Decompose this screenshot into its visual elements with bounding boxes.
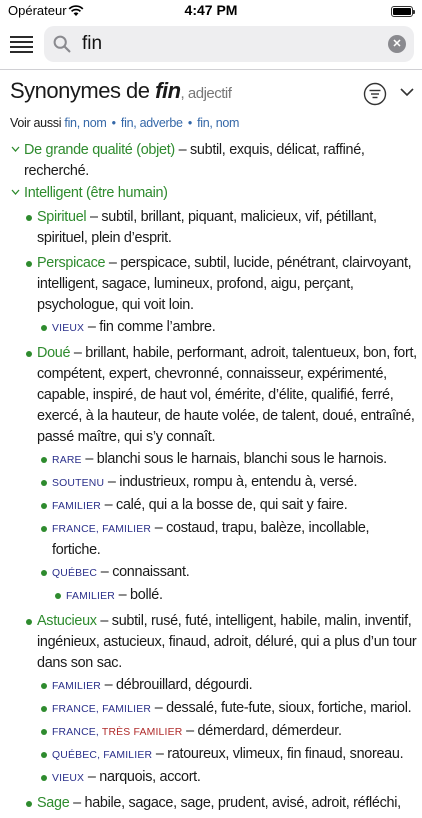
search-input[interactable]: fin — [82, 33, 103, 54]
sense-intelligent[interactable] — [10, 183, 420, 204]
register-item — [10, 721, 420, 743]
entry-sage — [10, 793, 420, 814]
sense-label: De grande qualité (objet) — [24, 142, 175, 158]
register-tag: QUÉBEC, FAMILIER — [52, 750, 153, 761]
register-item — [10, 518, 420, 561]
register-item — [10, 317, 420, 339]
register-item — [10, 495, 420, 517]
see-also-link-fin-nom-2[interactable]: fin, nom — [197, 116, 240, 130]
entry-synonyms: – brillant, habile, performant, adroit, talentueux, bon, fort, compétent, expert, chevronné, connaisseur, expérimenté, capable, inspiré, de haut vol, émérite, d’élite, qualifié, ferré, exercé, à la hauteur, de haute volée, de talent, doué, entraîné, passé maître, qui s’y connaît. — [37, 345, 417, 445]
register-tag-strong: TRÈS FAMILIER — [101, 727, 183, 738]
filter-icon[interactable] — [363, 82, 387, 106]
entry-head[interactable]: Doué — [37, 345, 71, 361]
register-tag: RARE — [52, 455, 82, 466]
entry-head[interactable]: Spirituel — [37, 209, 87, 225]
see-also-link-fin-adverbe[interactable]: fin, adverbe — [120, 116, 183, 130]
title-prefix: Synonymes de — [10, 78, 150, 103]
entry-synonyms: – subtil, brillant, piquant, malicieux, vif, pétillant, spirituel, plein d’esprit. — [37, 209, 377, 246]
search-row — [0, 26, 422, 64]
title-row — [10, 78, 422, 112]
register-synonyms: – connaissant. — [100, 564, 190, 580]
sense-grande-qualite[interactable] — [10, 140, 420, 182]
register-tag: FAMILIER — [52, 681, 101, 692]
chevron-down-icon — [11, 189, 20, 195]
register-tag: QUÉBEC — [52, 568, 98, 579]
sub-sense-list — [10, 207, 420, 814]
register-item — [10, 472, 420, 494]
register-synonyms: – dessalé, fute-fute, sioux, fortiche, mariol. — [154, 700, 412, 716]
register-synonyms: – démerdard, démerdeur. — [186, 723, 342, 739]
register-synonyms: – ratoureux, vlimeux, fin finaud, snoreau. — [155, 746, 404, 762]
sense-label: Intelligent (être humain) — [24, 185, 168, 201]
register-item — [10, 698, 420, 720]
separator-dot: • — [187, 116, 192, 130]
register-synonyms: – blanchi sous le harnais, blanchi sous le harnois. — [85, 451, 387, 467]
see-also-link-fin-nom[interactable]: fin, nom — [64, 116, 107, 130]
menu-icon[interactable] — [10, 36, 33, 54]
register-item — [10, 744, 420, 766]
chevron-down-icon[interactable] — [399, 86, 415, 98]
register-synonyms: – narquois, accort. — [87, 769, 201, 785]
register-synonyms: – débrouillard, dégourdi. — [104, 677, 253, 693]
entry-synonyms: – habile, sagace, sage, prudent, avisé, adroit, réfléchi, — [73, 795, 401, 811]
separator-dot: • — [111, 116, 116, 130]
see-also-label: Voir aussi — [10, 116, 62, 130]
register-synonyms: – calé, qui a la bosse de, qui sait y faire. — [104, 497, 348, 513]
header-divider — [0, 69, 422, 70]
entry-doue — [10, 343, 420, 607]
title-word: fin — [155, 78, 181, 103]
register-tag: FRANCE, FAMILIER — [52, 704, 152, 715]
register-item — [10, 675, 420, 697]
register-tag: VIEUX — [52, 773, 85, 784]
carrier-label: Opérateur — [8, 3, 67, 18]
entry-head[interactable]: Astucieux — [37, 613, 97, 629]
synonyms-content — [10, 113, 420, 818]
status-bar — [0, 0, 422, 22]
page-title — [10, 78, 231, 104]
clear-icon[interactable]: ✕ — [388, 35, 406, 53]
register-synonyms: – industrieux, rompu à, entendu à, versé. — [107, 474, 358, 490]
register-synonyms: – fin comme l’ambre. — [87, 319, 216, 335]
entry-synonyms: – subtil, rusé, futé, intelligent, habile, malin, inventif, ingénieux, astucieux, finaud, adroit, déluré, qui a plus d’un tour dans son sac. — [37, 613, 417, 671]
title-part-of-speech: , adjectif — [180, 85, 232, 102]
entry-head[interactable]: Sage — [37, 795, 70, 811]
sense-synonyms: – subtil, exquis, délicat, raffiné, recherché. — [24, 142, 365, 179]
entry-perspicace — [10, 253, 420, 339]
chevron-down-icon — [11, 146, 20, 152]
register-tag: FRANCE, — [52, 727, 102, 738]
register-synonyms: – costaud, trapu, balèze, incollable, fortiche. — [52, 520, 370, 558]
search-icon — [53, 35, 71, 53]
entry-head[interactable]: Perspicace — [37, 255, 106, 271]
register-item — [10, 767, 420, 789]
register-tag: SOUTENU — [52, 478, 105, 489]
register-tag: FRANCE, FAMILIER — [52, 524, 152, 535]
see-also — [10, 113, 420, 134]
register-synonyms: – bollé. — [118, 587, 163, 603]
entry-synonyms: – perspicace, subtil, lucide, pénétrant, clairvoyant, intelligent, sagace, lumineux, profond, aigu, perçant, psychologue, qui voit loin. — [37, 255, 412, 313]
register-tag: FAMILIER — [52, 501, 101, 512]
register-item — [10, 585, 420, 607]
register-tag: FAMILIER — [66, 591, 115, 602]
register-item — [10, 449, 420, 471]
search-field[interactable] — [44, 26, 414, 62]
battery-icon — [391, 6, 413, 17]
register-tag: VIEUX — [52, 323, 85, 334]
status-time: 4:47 PM — [184, 2, 238, 18]
register-item — [10, 562, 420, 584]
entry-spirituel — [10, 207, 420, 249]
entry-astucieux — [10, 611, 420, 789]
